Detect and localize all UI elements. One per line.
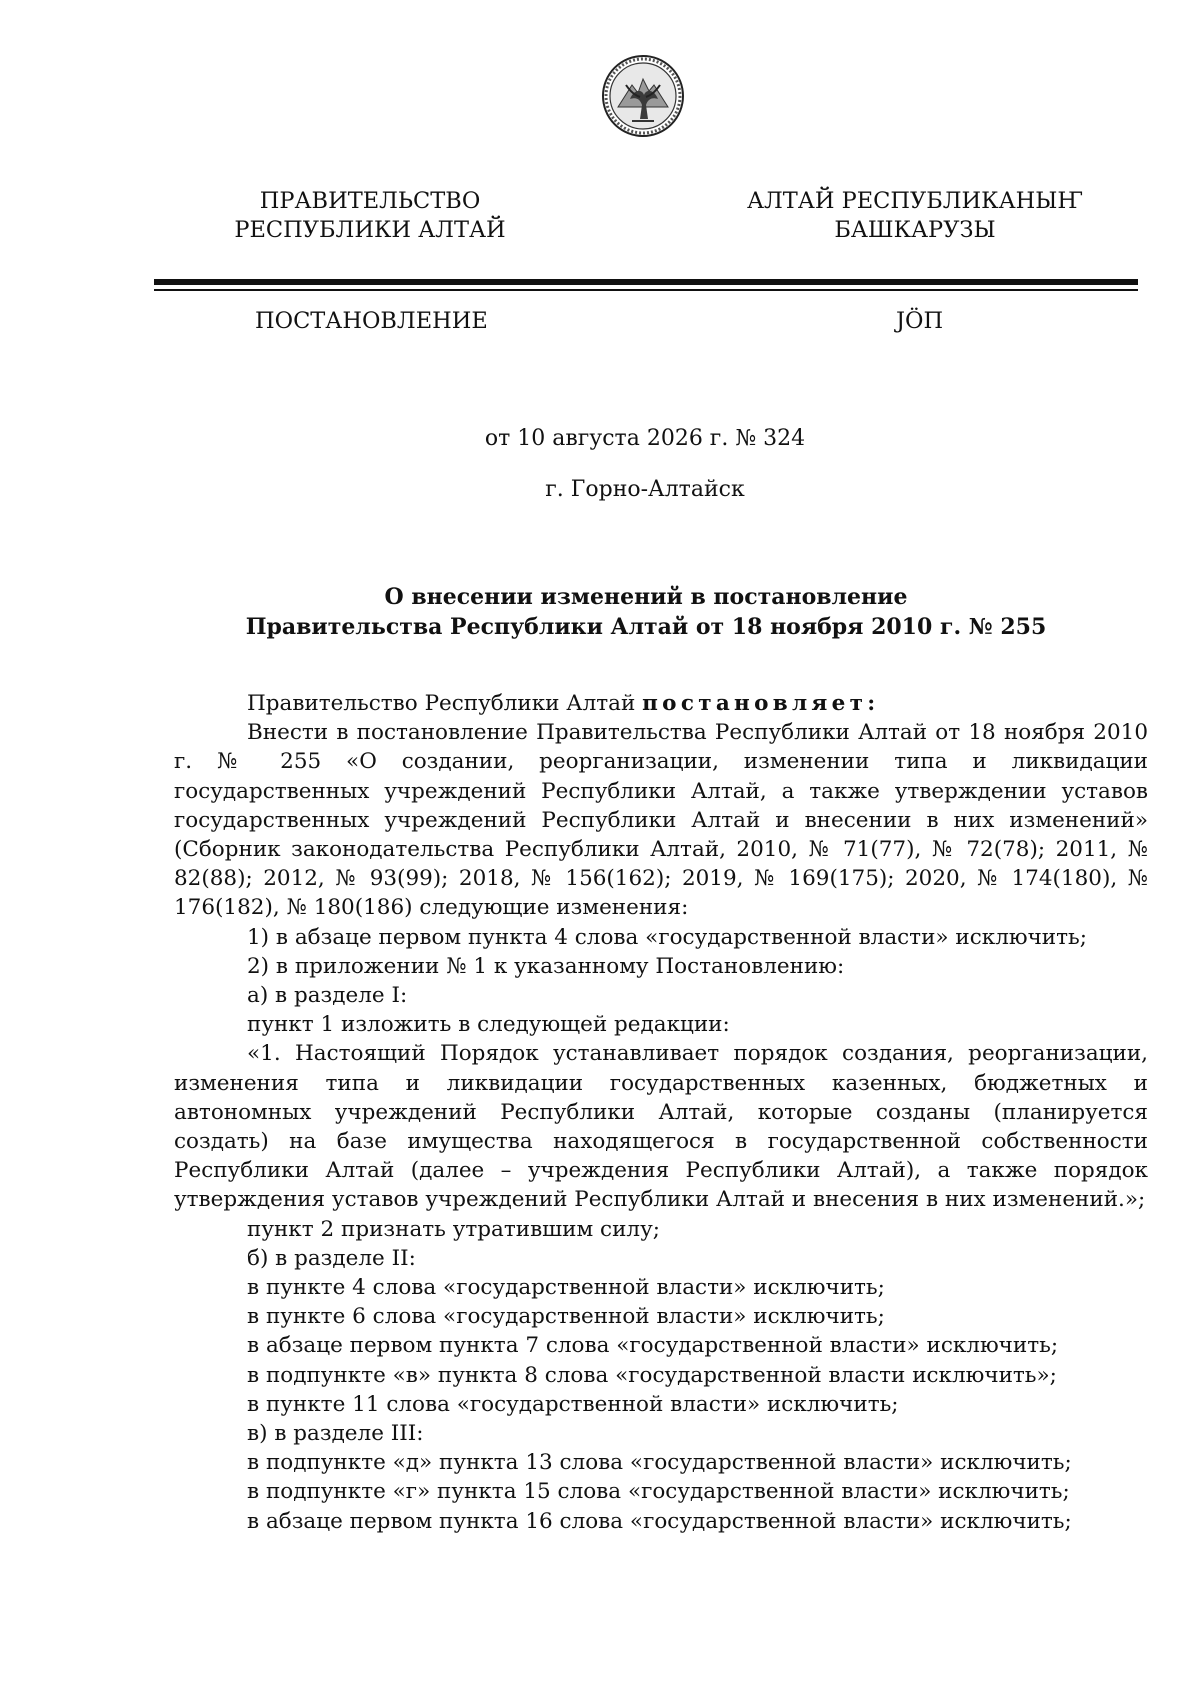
amendment-item-5: пункт 2 признать утратившим силу; <box>247 1216 660 1242</box>
amendment-item-14: в подпункте «г» пункта 15 слова «государственной власти» исключить; <box>247 1479 1070 1505</box>
amendment-item-11: в пункте 11 слова «государственной власти» исключить; <box>247 1391 899 1417</box>
amendment-item-3: а) в разделе I: <box>247 983 408 1009</box>
amendment-item-9: в абзаце первом пункта 7 слова «государственной власти» исключить; <box>247 1333 1059 1359</box>
government-name-ru-line2: РЕСПУБЛИКИ АЛТАЙ <box>234 217 506 243</box>
amendment-item-4: пункт 1 изложить в следующей редакции: <box>247 1012 730 1038</box>
preamble <box>174 689 1148 718</box>
amendment-item-6: б) в разделе II: <box>247 1245 416 1271</box>
amendment-item-13: в подпункте «д» пункта 13 слова «государственной власти» исключить; <box>247 1450 1072 1476</box>
government-name-ru-line1: ПРАВИТЕЛЬСТВО <box>259 188 481 214</box>
preamble-action: постановляет: <box>642 691 880 716</box>
amendment-item-7: в пункте 4 слова «государственной власти» исключить; <box>247 1275 885 1301</box>
document-title-line1: О внесении изменений в постановление <box>384 584 908 610</box>
document-city: г. Горно-Алтайск <box>545 477 745 502</box>
intro-paragraph: Внести в постановление Правительства Республики Алтай от 18 ноября 2010 г. № 255 «О создании, реорганизации, изменении типа и ликвидации государственных учреждений Республики Алтай, а также утверждении уставов государственных учреждений Республики Алтай и внесении в них изменений» (Сборник законодательства Республики Алтай, 2010, № 71(77), № 72(78); 2011, № 82(88); 2012, № 93(99); 2018, № 156(162); 2019, № 169(175); 2020, № 174(180), № 176(182), № 180(186) следующие изменения: <box>174 720 1148 921</box>
document-title-line2: Правительства Республики Алтай от 18 ноября 2010 г. № 255 <box>245 614 1047 640</box>
amendment-item-15: в абзаце первом пункта 16 слова «государственной власти» исключить; <box>247 1508 1072 1534</box>
government-name-ru <box>220 187 520 245</box>
header-divider-thick <box>154 279 1138 285</box>
amendment-item-2: 2) в приложении № 1 к указанному Постановлению: <box>247 953 845 979</box>
government-name-alt-line1: АЛТАЙ РЕСПУБЛИКАНЫҤ <box>746 188 1084 214</box>
government-name-alt <box>730 187 1100 245</box>
amendment-item-1: 1) в абзаце первом пункта 4 слова «государственной власти» исключить; <box>247 924 1087 950</box>
quoted-new-text: «1. Настоящий Порядок устанавливает порядок создания, реорганизации, изменения типа и ликвидации государственных казенных, бюджетных и автономных учреждений Республики Алтай, которые созданы (планируется создать) на базе имущества находящегося в государственной собственности Республики Алтай (далее – учреждения Республики Алтай), а также порядок утверждения уставов учреждений Республики Алтай и внесения в них изменений.»; <box>174 1041 1148 1213</box>
preamble-text: Правительство Республики Алтай <box>247 691 643 716</box>
document-title <box>154 582 1138 642</box>
document-date-number: от 10 августа 2026 г. № 324 <box>484 426 806 451</box>
amendment-item-10: в подпункте «в» пункта 8 слова «государственной власти исключить»; <box>247 1362 1057 1388</box>
government-name-alt-line2: БАШКАРУЗЫ <box>834 217 996 243</box>
emblem-of-altai-republic <box>602 55 684 137</box>
document-type-alt: JӦП <box>896 308 944 334</box>
amendment-item-8: в пункте 6 слова «государственной власти» исключить; <box>247 1304 885 1330</box>
amendment-item-12: в) в разделе III: <box>247 1421 424 1447</box>
document-type-ru: ПОСТАНОВЛЕНИЕ <box>255 308 488 334</box>
document-body <box>174 689 1148 1536</box>
header-divider-thin <box>154 289 1138 291</box>
